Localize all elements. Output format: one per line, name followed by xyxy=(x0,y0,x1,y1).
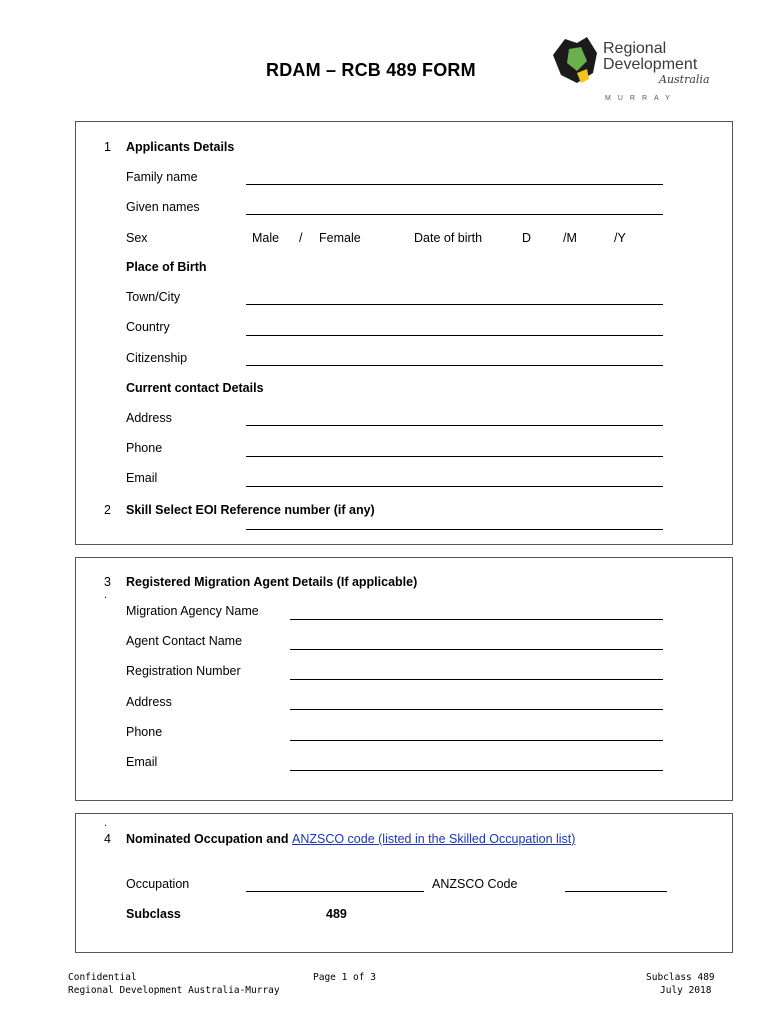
town-field[interactable] xyxy=(246,304,663,305)
registration-label: Registration Number xyxy=(126,664,241,678)
country-field[interactable] xyxy=(246,335,663,336)
email-field[interactable] xyxy=(246,486,663,487)
citizenship-label: Citizenship xyxy=(126,351,188,365)
given-names-label: Given names xyxy=(126,200,200,214)
footer-confidential: Confidential xyxy=(68,972,137,983)
address-label: Address xyxy=(126,411,172,425)
eoi-field[interactable] xyxy=(246,529,663,530)
logo-text-regional: Regional xyxy=(603,40,667,57)
email-label: Email xyxy=(126,471,158,485)
agency-name-field[interactable] xyxy=(290,619,663,620)
footer-subclass: Subclass 489 xyxy=(646,972,715,983)
eoi-heading: Skill Select EOI Reference number (if any) xyxy=(126,503,375,517)
family-name-label: Family name xyxy=(126,170,198,184)
agent-heading: Registered Migration Agent Details (If applicable) xyxy=(126,575,418,589)
dob-month[interactable]: /M xyxy=(563,231,577,245)
agent-phone-label: Phone xyxy=(126,725,163,739)
town-label: Town/City xyxy=(126,290,181,304)
anzsco-label: ANZSCO Code xyxy=(432,877,518,891)
sex-label: Sex xyxy=(126,231,148,245)
contact-heading: Current contact Details xyxy=(126,381,264,395)
occupation-field[interactable] xyxy=(246,891,424,892)
logo-text-australia: Australia xyxy=(659,73,710,86)
occupation-heading-text: Nominated Occupation and xyxy=(126,832,292,846)
footer-page-number: Page 1 of 3 xyxy=(313,972,376,983)
subclass-value: 489 xyxy=(326,907,347,921)
agent-email-field[interactable] xyxy=(290,770,663,771)
agent-address-label: Address xyxy=(126,695,172,709)
section-dot: . xyxy=(104,817,108,829)
section-number: 2 xyxy=(104,503,111,517)
phone-field[interactable] xyxy=(246,456,663,457)
section-dot: . xyxy=(104,589,108,601)
subclass-label: Subclass xyxy=(126,907,181,921)
sex-separator: / xyxy=(299,231,303,245)
section-number: 1 xyxy=(104,140,111,154)
anzsco-link[interactable]: ANZSCO code (listed in the Skilled Occupation list) xyxy=(292,832,576,846)
phone-label: Phone xyxy=(126,441,163,455)
agent-email-label: Email xyxy=(126,755,158,769)
page-title: RDAM – RCB 489 FORM xyxy=(266,60,476,80)
logo-text-murray: MURRAY xyxy=(605,95,677,102)
section-heading: Applicants Details xyxy=(126,140,235,154)
agent-contact-field[interactable] xyxy=(290,649,663,650)
footer-organisation: Regional Development Australia-Murray xyxy=(68,985,280,996)
anzsco-field[interactable] xyxy=(565,891,667,892)
section-number: 3 xyxy=(104,575,111,589)
logo-text-development: Development xyxy=(603,56,698,73)
occupation-label: Occupation xyxy=(126,877,190,891)
address-field[interactable] xyxy=(246,425,663,426)
section-number: 4 xyxy=(104,832,111,846)
country-label: Country xyxy=(126,320,170,334)
occupation-heading xyxy=(126,832,575,846)
citizenship-field[interactable] xyxy=(246,365,663,366)
agent-contact-label: Agent Contact Name xyxy=(126,634,243,648)
agent-address-field[interactable] xyxy=(290,709,663,710)
registration-field[interactable] xyxy=(290,679,663,680)
given-names-field[interactable] xyxy=(246,214,663,215)
sex-male-option[interactable]: Male xyxy=(252,231,280,245)
place-of-birth-heading: Place of Birth xyxy=(126,260,207,274)
agent-phone-field[interactable] xyxy=(290,740,663,741)
agency-name-label: Migration Agency Name xyxy=(126,604,259,618)
family-name-field[interactable] xyxy=(246,184,663,185)
dob-label: Date of birth xyxy=(414,231,483,245)
dob-year[interactable]: /Y xyxy=(614,231,626,245)
footer-date: July 2018 xyxy=(660,985,712,996)
dob-day[interactable]: D xyxy=(522,231,532,245)
sex-female-option[interactable]: Female xyxy=(319,231,361,245)
